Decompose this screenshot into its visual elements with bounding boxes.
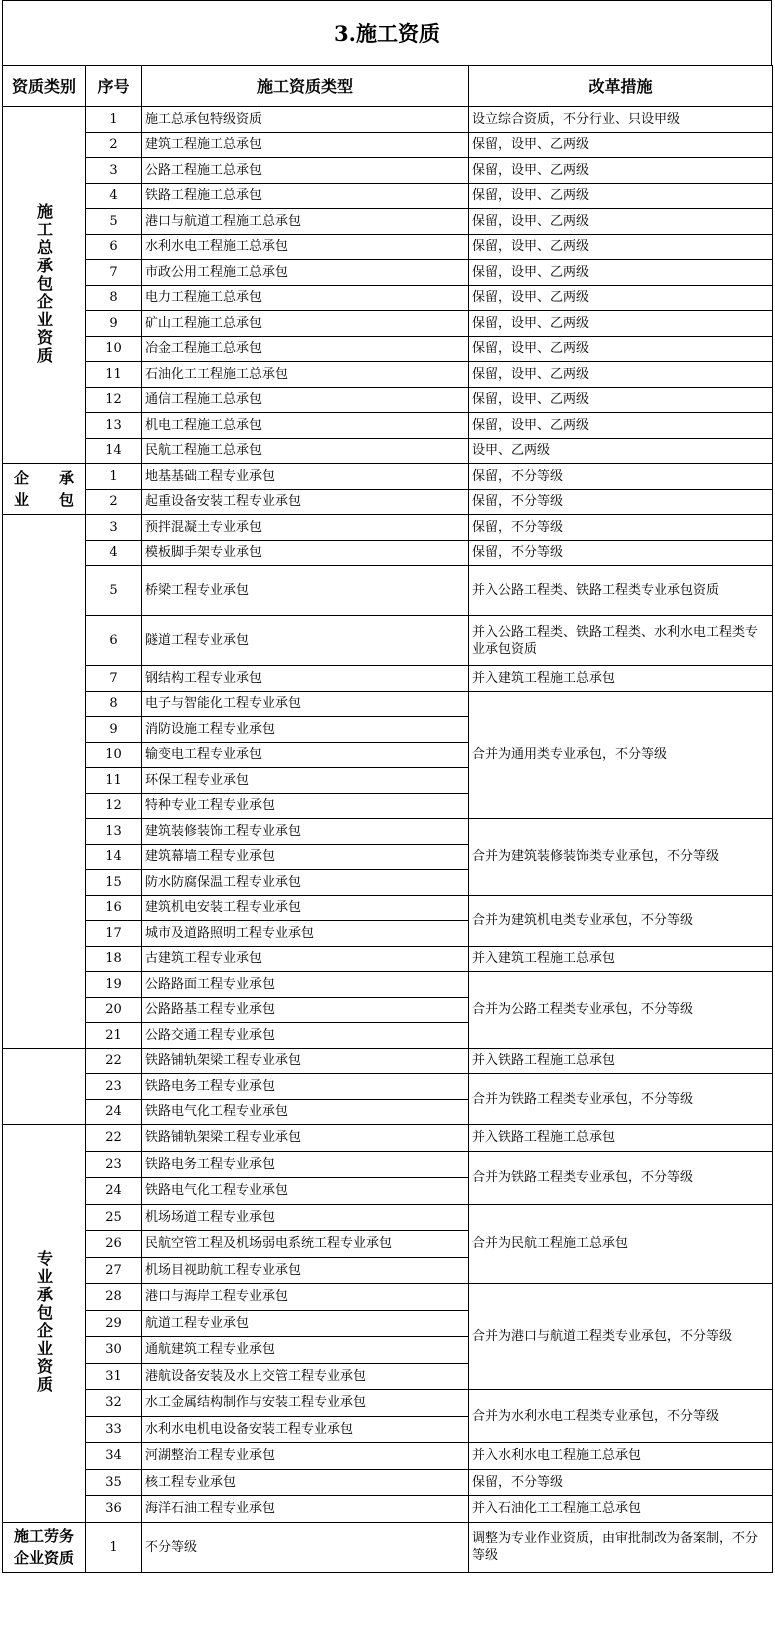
reform-cell: 并入铁路工程施工总承包: [469, 1048, 773, 1074]
type-cell: 航道工程专业承包: [142, 1310, 469, 1337]
type-cell: 民航工程施工总承包: [142, 438, 469, 464]
table-row: [3, 209, 773, 235]
reform-cell: 合并为港口与航道工程类专业承包，不分等级: [469, 1284, 773, 1390]
type-cell: 港口与航道工程施工总承包: [142, 209, 469, 235]
seq-cell: 11: [86, 768, 142, 794]
seq-cell: 26: [86, 1231, 142, 1258]
seq-cell: 10: [86, 742, 142, 768]
table-row: [3, 616, 773, 666]
reform-cell: 保留，设甲、乙两级: [469, 234, 773, 260]
reform-cell: 合并为建筑装修装饰类专业承包，不分等级: [469, 819, 773, 896]
table-row: [3, 515, 773, 541]
table-row: [3, 387, 773, 413]
seq-cell: 12: [86, 387, 142, 413]
reform-cell: 并入公路工程类、铁路工程类专业承包资质: [469, 566, 773, 616]
table-body: [3, 107, 773, 1573]
category-cell: [3, 1125, 86, 1523]
seq-cell: 31: [86, 1363, 142, 1390]
reform-cell: 保留，设甲、乙两级: [469, 285, 773, 311]
seq-cell: 1: [86, 464, 142, 490]
seq-cell: 35: [86, 1469, 142, 1496]
header-row: [3, 66, 773, 107]
seq-cell: 15: [86, 870, 142, 896]
type-cell: 铁路电务工程专业承包: [142, 1151, 469, 1178]
seq-cell: 8: [86, 285, 142, 311]
reform-cell: 保留，不分等级: [469, 515, 773, 541]
seq-cell: 14: [86, 844, 142, 870]
seq-cell: 16: [86, 895, 142, 921]
type-cell: 河湖整治工程专业承包: [142, 1443, 469, 1470]
page-title: 3.施工资质: [2, 0, 772, 65]
reform-cell: 保留，设甲、乙两级: [469, 362, 773, 388]
seq-cell: 9: [86, 311, 142, 337]
type-cell: 铁路电气化工程专业承包: [142, 1178, 469, 1205]
reform-cell: 保留，不分等级: [469, 540, 773, 566]
seq-cell: 21: [86, 1023, 142, 1049]
table-row: [3, 691, 773, 717]
seq-cell: 7: [86, 260, 142, 286]
table-row: [3, 1048, 773, 1074]
type-cell: 防水防腐保温工程专业承包: [142, 870, 469, 896]
category-label-line1: 企 承: [13, 469, 74, 487]
type-cell: 电子与智能化工程专业承包: [142, 691, 469, 717]
type-cell: 铁路铺轨架梁工程专业承包: [142, 1125, 469, 1152]
reform-cell: 并入公路工程类、铁路工程类、水利水电工程类专业承包资质: [469, 616, 773, 666]
table-row: [3, 1522, 773, 1572]
table-row: [3, 895, 773, 921]
type-cell: 古建筑工程专业承包: [142, 946, 469, 972]
table-row: [3, 438, 773, 464]
header-seq: 序号: [86, 66, 142, 107]
type-cell: 港航设备安装及水上交管工程专业承包: [142, 1363, 469, 1390]
table-row: [3, 336, 773, 362]
type-cell: 水利水电工程施工总承包: [142, 234, 469, 260]
table-row: [3, 666, 773, 692]
seq-cell: 6: [86, 234, 142, 260]
table-row: [3, 1284, 773, 1311]
type-cell: 特种专业工程专业承包: [142, 793, 469, 819]
seq-cell: 30: [86, 1337, 142, 1364]
seq-cell: 29: [86, 1310, 142, 1337]
reform-cell: 保留，设甲、乙两级: [469, 209, 773, 235]
reform-cell: 合并为公路工程类专业承包，不分等级: [469, 972, 773, 1049]
type-cell: 机场目视助航工程专业承包: [142, 1257, 469, 1284]
header-category: 资质类别: [3, 66, 86, 107]
seq-cell: 1: [86, 1522, 142, 1572]
seq-cell: 8: [86, 691, 142, 717]
seq-cell: 4: [86, 540, 142, 566]
seq-cell: 24: [86, 1178, 142, 1205]
reform-cell: 保留，设甲、乙两级: [469, 311, 773, 337]
category-cell: [3, 107, 86, 464]
seq-cell: 33: [86, 1416, 142, 1443]
seq-cell: 20: [86, 997, 142, 1023]
category-cell: [3, 515, 86, 1049]
category-label-line2: 企业资质: [13, 1549, 74, 1567]
table-row: [3, 540, 773, 566]
reform-cell: 合并为建筑机电类专业承包，不分等级: [469, 895, 773, 946]
type-cell: 民航空管工程及机场弱电系统工程专业承包: [142, 1231, 469, 1258]
type-cell: 水工金属结构制作与安装工程专业承包: [142, 1390, 469, 1417]
reform-cell: 保留，设甲、乙两级: [469, 387, 773, 413]
reform-cell: 并入建筑工程施工总承包: [469, 946, 773, 972]
type-cell: 公路交通工程专业承包: [142, 1023, 469, 1049]
reform-cell: 保留，不分等级: [469, 464, 773, 490]
table-row: [3, 260, 773, 286]
category-label: 施工总承包企业资质: [34, 202, 54, 365]
type-cell: 模板脚手架专业承包: [142, 540, 469, 566]
type-cell: 起重设备安装工程专业承包: [142, 489, 469, 515]
header-type: 施工资质类型: [142, 66, 469, 107]
table-row: [3, 362, 773, 388]
seq-cell: 14: [86, 438, 142, 464]
seq-cell: 13: [86, 413, 142, 439]
reform-cell: 保留，设甲、乙两级: [469, 132, 773, 158]
reform-cell: 设甲、乙两级: [469, 438, 773, 464]
seq-cell: 24: [86, 1099, 142, 1125]
type-cell: 机电工程施工总承包: [142, 413, 469, 439]
type-cell: 铁路电气化工程专业承包: [142, 1099, 469, 1125]
type-cell: 消防设施工程专业承包: [142, 717, 469, 743]
reform-cell: 保留，设甲、乙两级: [469, 158, 773, 184]
table-row: [3, 1469, 773, 1496]
table-row: [3, 1125, 773, 1152]
table-row: [3, 566, 773, 616]
seq-cell: 2: [86, 489, 142, 515]
table-row: [3, 234, 773, 260]
seq-cell: 32: [86, 1390, 142, 1417]
type-cell: 通信工程施工总承包: [142, 387, 469, 413]
type-cell: 预拌混凝土专业承包: [142, 515, 469, 541]
table-row: [3, 972, 773, 998]
type-cell: 施工总承包特级资质: [142, 107, 469, 133]
seq-cell: 6: [86, 616, 142, 666]
reform-cell: 保留，设甲、乙两级: [469, 413, 773, 439]
type-cell: 建筑工程施工总承包: [142, 132, 469, 158]
table-row: [3, 819, 773, 845]
type-cell: 城市及道路照明工程专业承包: [142, 921, 469, 947]
category-label-line1: 施工劳务: [13, 1527, 74, 1545]
reform-cell: 调整为专业作业资质，由审批制改为备案制，不分等级: [469, 1522, 773, 1572]
reform-cell: 保留，不分等级: [469, 1469, 773, 1496]
type-cell: 公路路基工程专业承包: [142, 997, 469, 1023]
seq-cell: 23: [86, 1074, 142, 1100]
type-cell: 输变电工程专业承包: [142, 742, 469, 768]
table-row: [3, 464, 773, 490]
type-cell: 隧道工程专业承包: [142, 616, 469, 666]
seq-cell: 18: [86, 946, 142, 972]
type-cell: 市政公用工程施工总承包: [142, 260, 469, 286]
qualification-table: [2, 65, 773, 1573]
reform-cell: 合并为水利水电工程类专业承包，不分等级: [469, 1390, 773, 1443]
seq-cell: 10: [86, 336, 142, 362]
table-row: [3, 1390, 773, 1417]
seq-cell: 13: [86, 819, 142, 845]
reform-cell: 合并为通用类专业承包，不分等级: [469, 691, 773, 819]
category-label-line2: 业 包: [13, 491, 74, 509]
table-row: [3, 285, 773, 311]
reform-cell: 并入建筑工程施工总承包: [469, 666, 773, 692]
type-cell: 公路路面工程专业承包: [142, 972, 469, 998]
type-cell: 港口与海岸工程专业承包: [142, 1284, 469, 1311]
seq-cell: 4: [86, 183, 142, 209]
type-cell: 不分等级: [142, 1522, 469, 1572]
type-cell: 公路工程施工总承包: [142, 158, 469, 184]
reform-cell: 合并为铁路工程类专业承包，不分等级: [469, 1151, 773, 1204]
seq-cell: 5: [86, 566, 142, 616]
seq-cell: 3: [86, 515, 142, 541]
type-cell: 矿山工程施工总承包: [142, 311, 469, 337]
type-cell: 建筑装修装饰工程专业承包: [142, 819, 469, 845]
type-cell: 铁路工程施工总承包: [142, 183, 469, 209]
type-cell: 机场场道工程专业承包: [142, 1204, 469, 1231]
reform-cell: 合并为民航工程施工总承包: [469, 1204, 773, 1284]
category-cell: [3, 464, 86, 515]
seq-cell: 12: [86, 793, 142, 819]
category-cell: [3, 1522, 86, 1572]
type-cell: 冶金工程施工总承包: [142, 336, 469, 362]
table-row: [3, 489, 773, 515]
seq-cell: 27: [86, 1257, 142, 1284]
table-row: [3, 132, 773, 158]
reform-cell: 保留，设甲、乙两级: [469, 183, 773, 209]
type-cell: 石油化工工程施工总承包: [142, 362, 469, 388]
category-label: 专业承包企业资质: [34, 1249, 54, 1394]
seq-cell: 2: [86, 132, 142, 158]
type-cell: 通航建筑工程专业承包: [142, 1337, 469, 1364]
seq-cell: 34: [86, 1443, 142, 1470]
table-row: [3, 413, 773, 439]
table-row: [3, 183, 773, 209]
type-cell: 铁路电务工程专业承包: [142, 1074, 469, 1100]
type-cell: 环保工程专业承包: [142, 768, 469, 794]
table-row: [3, 107, 773, 133]
reform-cell: 并入铁路工程施工总承包: [469, 1125, 773, 1152]
seq-cell: 9: [86, 717, 142, 743]
seq-cell: 3: [86, 158, 142, 184]
header-reform: 改革措施: [469, 66, 773, 107]
reform-cell: 并入水利水电工程施工总承包: [469, 1443, 773, 1470]
seq-cell: 23: [86, 1151, 142, 1178]
seq-cell: 25: [86, 1204, 142, 1231]
table-row: [3, 158, 773, 184]
seq-cell: 22: [86, 1048, 142, 1074]
reform-cell: 合并为铁路工程类专业承包，不分等级: [469, 1074, 773, 1125]
table-row: [3, 1151, 773, 1178]
type-cell: 核工程专业承包: [142, 1469, 469, 1496]
reform-cell: 保留，不分等级: [469, 489, 773, 515]
table-row: [3, 1443, 773, 1470]
reform-cell: 并入石油化工工程施工总承包: [469, 1496, 773, 1523]
reform-cell: 保留，设甲、乙两级: [469, 260, 773, 286]
type-cell: 海洋石油工程专业承包: [142, 1496, 469, 1523]
type-cell: 建筑机电安装工程专业承包: [142, 895, 469, 921]
qualification-sheet: [2, 0, 772, 1573]
seq-cell: 22: [86, 1125, 142, 1152]
seq-cell: 1: [86, 107, 142, 133]
type-cell: 水利水电机电设备安装工程专业承包: [142, 1416, 469, 1443]
reform-cell: 保留，设甲、乙两级: [469, 336, 773, 362]
type-cell: 桥梁工程专业承包: [142, 566, 469, 616]
type-cell: 地基基础工程专业承包: [142, 464, 469, 490]
reform-cell: 设立综合资质，不分行业、只设甲级: [469, 107, 773, 133]
seq-cell: 28: [86, 1284, 142, 1311]
table-row: [3, 1074, 773, 1100]
table-row: [3, 1204, 773, 1231]
seq-cell: 36: [86, 1496, 142, 1523]
table-row: [3, 946, 773, 972]
table-row: [3, 311, 773, 337]
seq-cell: 5: [86, 209, 142, 235]
seq-cell: 7: [86, 666, 142, 692]
seq-cell: 17: [86, 921, 142, 947]
category-cell: [3, 1048, 86, 1125]
type-cell: 钢结构工程专业承包: [142, 666, 469, 692]
type-cell: 建筑幕墙工程专业承包: [142, 844, 469, 870]
seq-cell: 19: [86, 972, 142, 998]
type-cell: 铁路铺轨架梁工程专业承包: [142, 1048, 469, 1074]
type-cell: 电力工程施工总承包: [142, 285, 469, 311]
table-row: [3, 1496, 773, 1523]
seq-cell: 11: [86, 362, 142, 388]
